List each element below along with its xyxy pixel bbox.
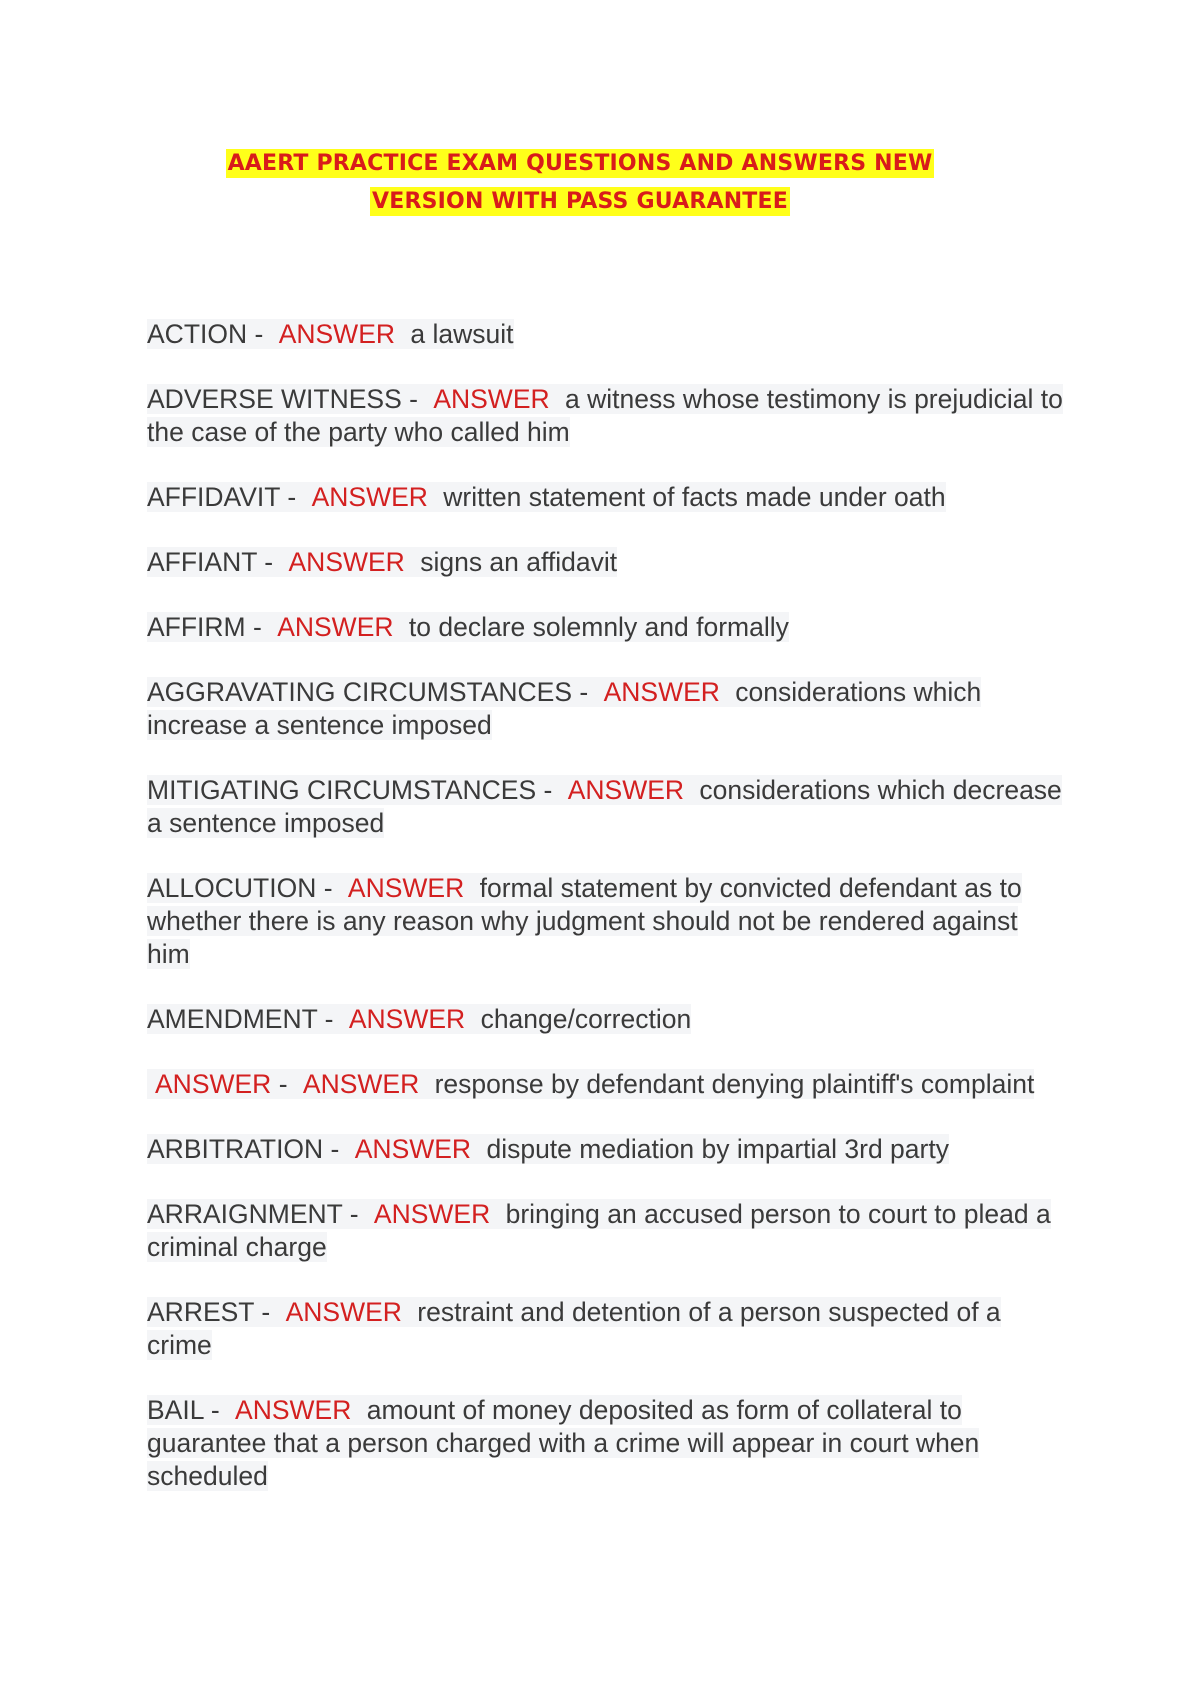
- document-title: [0, 145, 1160, 221]
- glossary-entry: [147, 481, 1067, 514]
- entry-definition: written statement of facts made under oath: [443, 482, 946, 512]
- entry-separator: -: [316, 873, 340, 903]
- answer-label: ANSWER: [278, 319, 396, 349]
- entry-term: AMENDMENT: [147, 1004, 318, 1034]
- answer-label: ANSWER: [347, 873, 465, 903]
- glossary-entry: [147, 872, 1067, 971]
- entry-term: ACTION: [147, 319, 248, 349]
- answer-label: ANSWER: [433, 384, 550, 414]
- glossary-entry: [147, 546, 1067, 579]
- entry-definition: a lawsuit: [410, 319, 514, 349]
- answer-label: ANSWER: [354, 1134, 472, 1164]
- glossary-entry: [147, 1003, 1067, 1036]
- entry-separator: -: [256, 547, 281, 577]
- glossary-entry: [147, 774, 1067, 840]
- entry-term: AFFIANT: [147, 547, 257, 577]
- entry-term: AFFIRM: [147, 612, 246, 642]
- entry-definition: considerations which increase a sentence imposed: [147, 677, 982, 740]
- entry-separator: -: [254, 1297, 278, 1327]
- answer-label: ANSWER: [311, 482, 428, 512]
- entry-separator: -: [342, 1199, 366, 1229]
- entry-separator: -: [203, 1395, 228, 1425]
- entry-term: AGGRAVATING CIRCUMSTANCES: [147, 677, 573, 707]
- title-line-1: AAERT PRACTICE EXAM QUESTIONS AND ANSWERS NEW: [227, 151, 933, 176]
- entry-definition: formal statement by convicted defendant as to whether there is any reason why judgment should not be rendered against him: [147, 873, 1022, 969]
- glossary-entry: [147, 676, 1067, 742]
- entry-separator: -: [247, 319, 271, 349]
- entry-term: MITIGATING CIRCUMSTANCES: [147, 775, 537, 805]
- answer-label: ANSWER: [373, 1199, 491, 1229]
- entry-definition: response by defendant denying plaintiff's complaint: [434, 1069, 1035, 1099]
- glossary-entry: [147, 1068, 1067, 1101]
- entry-definition: bringing an accused person to court to plead a criminal charge: [147, 1199, 1051, 1262]
- glossary-entry: [147, 1394, 1067, 1493]
- entry-separator: -: [280, 482, 304, 512]
- glossary-list: [147, 318, 1067, 1525]
- entry-separator: -: [536, 775, 560, 805]
- entry-term: AFFIDAVIT: [147, 482, 281, 512]
- glossary-entry: [147, 1133, 1067, 1166]
- entry-term: ARBITRATION: [147, 1134, 324, 1164]
- entry-separator: -: [572, 677, 596, 707]
- answer-label: ANSWER: [348, 1004, 466, 1034]
- entry-separator: -: [401, 384, 426, 414]
- answer-label: ANSWER: [302, 1069, 420, 1099]
- entry-definition: to declare solemnly and formally: [408, 612, 789, 642]
- entry-term: ARREST: [147, 1297, 255, 1327]
- entry-term: ALLOCUTION: [147, 873, 317, 903]
- entry-definition: restraint and detention of a person suspected of a crime: [147, 1297, 1001, 1360]
- entry-term: ARRAIGNMENT: [147, 1199, 343, 1229]
- answer-label: ANSWER: [288, 547, 405, 577]
- entry-separator: -: [245, 612, 270, 642]
- glossary-entry: [147, 318, 1067, 351]
- answer-label: ANSWER: [567, 775, 685, 805]
- entry-term: ADVERSE WITNESS: [147, 384, 402, 414]
- answer-label: ANSWER: [603, 677, 720, 707]
- entry-definition: dispute mediation by impartial 3rd party: [486, 1134, 949, 1164]
- entry-term: ANSWER: [155, 1069, 272, 1099]
- entry-definition: change/correction: [480, 1004, 692, 1034]
- answer-label: ANSWER: [235, 1395, 352, 1425]
- entry-definition: considerations which decrease a sentence imposed: [147, 775, 1062, 838]
- entry-definition: signs an affidavit: [420, 547, 618, 577]
- glossary-entry: [147, 1296, 1067, 1362]
- entry-separator: -: [317, 1004, 341, 1034]
- entry-separator: -: [271, 1069, 295, 1099]
- entry-definition: a witness whose testimony is prejudicial to the case of the party who called him: [147, 384, 1063, 447]
- entry-separator: -: [323, 1134, 347, 1164]
- glossary-entry: [147, 383, 1067, 449]
- answer-label: ANSWER: [277, 612, 394, 642]
- answer-label: ANSWER: [285, 1297, 402, 1327]
- entry-term: BAIL: [147, 1395, 204, 1425]
- glossary-entry: [147, 1198, 1067, 1264]
- glossary-entry: [147, 611, 1067, 644]
- entry-definition: amount of money deposited as form of collateral to guarantee that a person charged with a crime will appear in court when scheduled: [147, 1395, 980, 1491]
- title-line-2: VERSION WITH PASS GUARANTEE: [372, 189, 788, 214]
